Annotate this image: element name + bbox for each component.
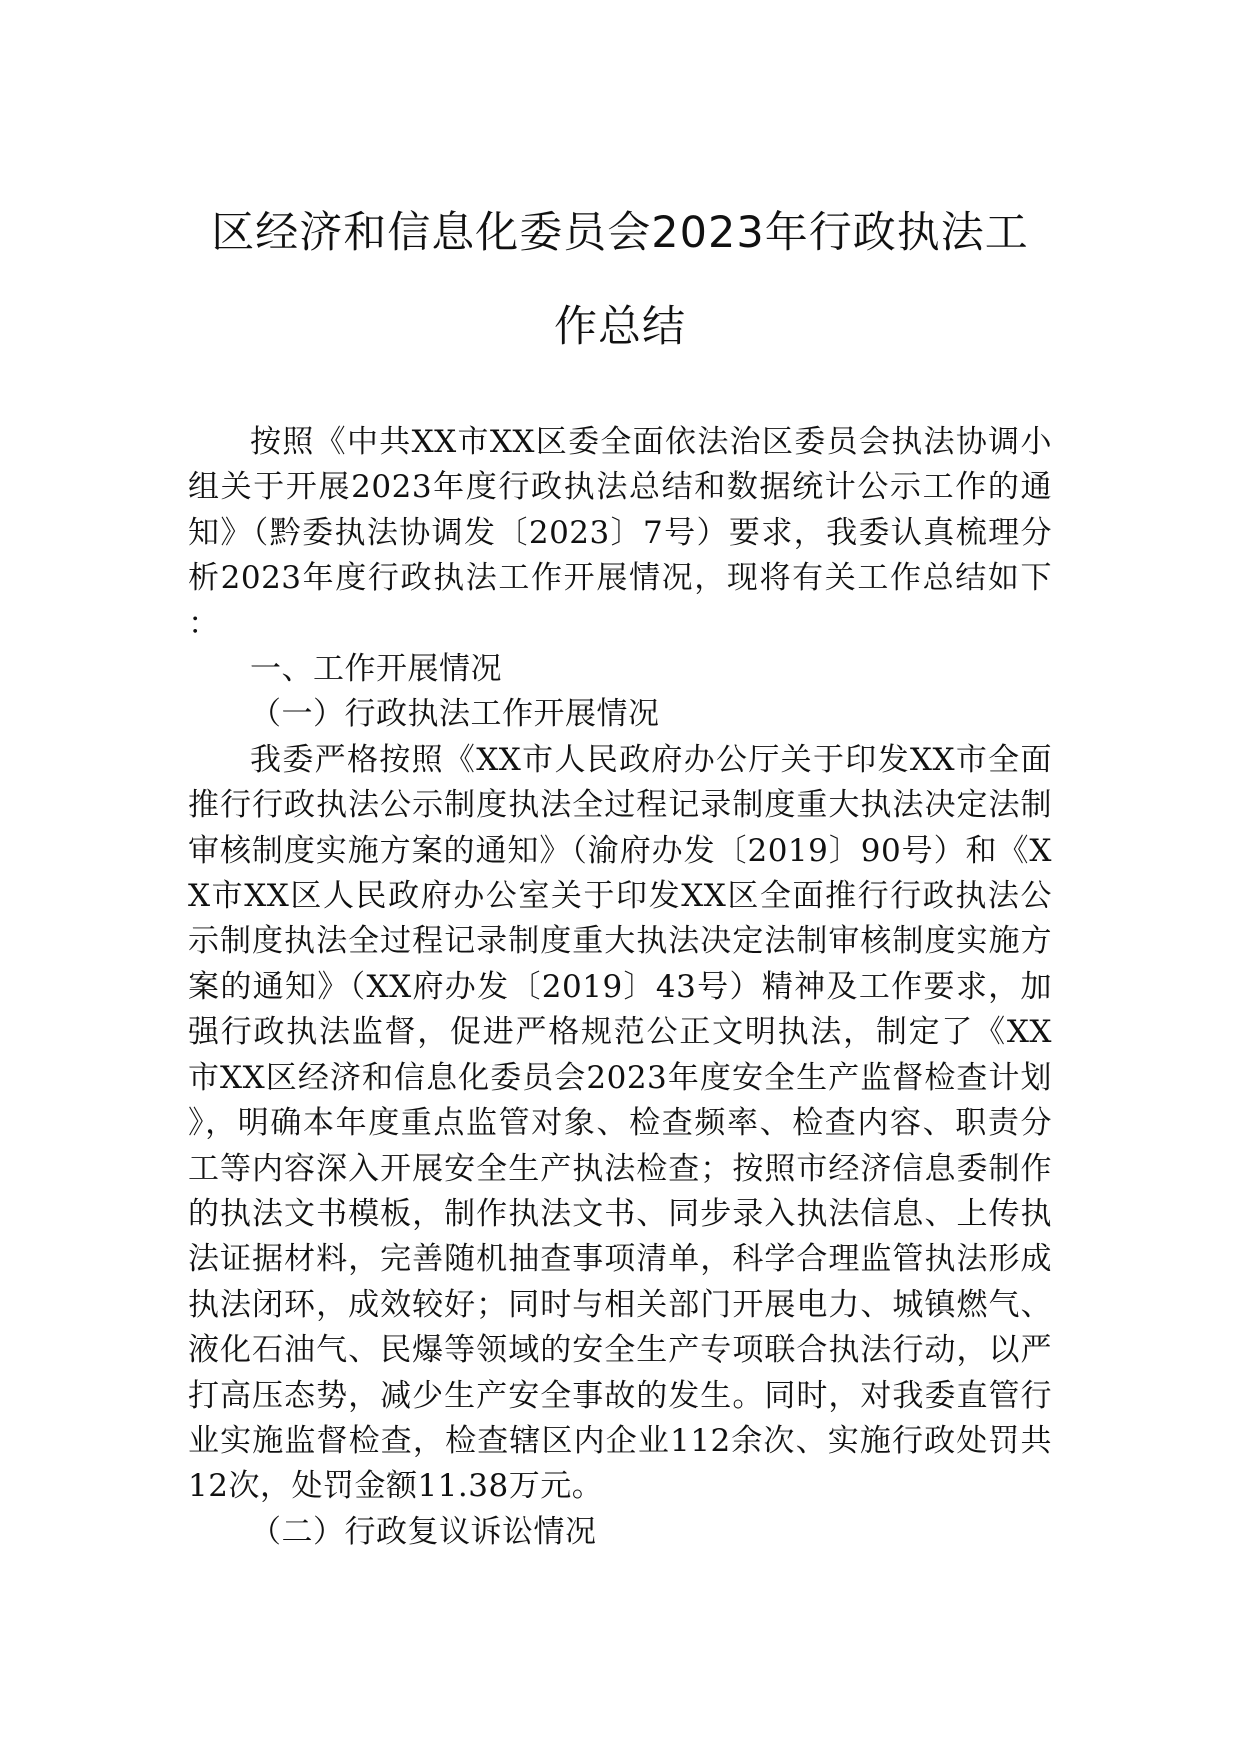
document-title: [180, 186, 1060, 374]
body-paragraph-enforcement: 我委严格按照《XX市人民政府办公厅关于印发XX市全面推行行政执法公示制度执法全过程记录制度重大执法决定法制审核制度实施方案的通知》（渝府办发〔2019〕90号）和《XX市XX区人民政府办公室关于印发XX区全面推行行政执法公示制度执法全过程记录制度重大执法决定法制审核制度实施方案的通知》（XX府办发〔2019〕43号）精神及工作要求，加强行政执法监督，促进严格规范公正文明执法，制定了《XX市XX区经济和信息化委员会2023年度安全生产监督检查计划》，明确本年度重点监管对象、检查频率、检查内容、职责分工等内容深入开展安全生产执法检查；按照市经济信息委制作的执法文书模板，制作执法文书、同步录入执法信息、上传执法证据材料，完善随机抽查事项清单，科学合理监管执法形成执法闭环，成效较好；同时与相关部门开展电力、城镇燃气、液化石油气、民爆等领域的安全生产专项联合执法行动，以严打高压态势，减少生产安全事故的发生。同时，对我委直管行业实施监督检查，检查辖区内企业112余次、实施行政处罚共12次，处罚金额11.38万元。: [188, 741, 1052, 1505]
subsection-heading-2: （二）行政复议诉讼情况: [250, 1513, 597, 1550]
title-line-2: 作总结: [554, 302, 686, 352]
section-heading-1: 一、工作开展情况: [250, 651, 502, 688]
document-body: [188, 420, 1052, 1555]
title-line-1: 区经济和信息化委员会2023年行政执法工: [211, 208, 1029, 258]
intro-paragraph: 按照《中共XX市XX区委全面依法治区委员会执法协调小组关于开展2023年度行政执法总结和数据统计公示工作的通知》（黔委执法协调发〔2023〕7号）要求，我委认真梳理分析2023年度行政执法工作开展情况，现将有关工作总结如下：: [188, 424, 1052, 642]
subsection-heading-1: （一）行政执法工作开展情况: [250, 696, 660, 733]
